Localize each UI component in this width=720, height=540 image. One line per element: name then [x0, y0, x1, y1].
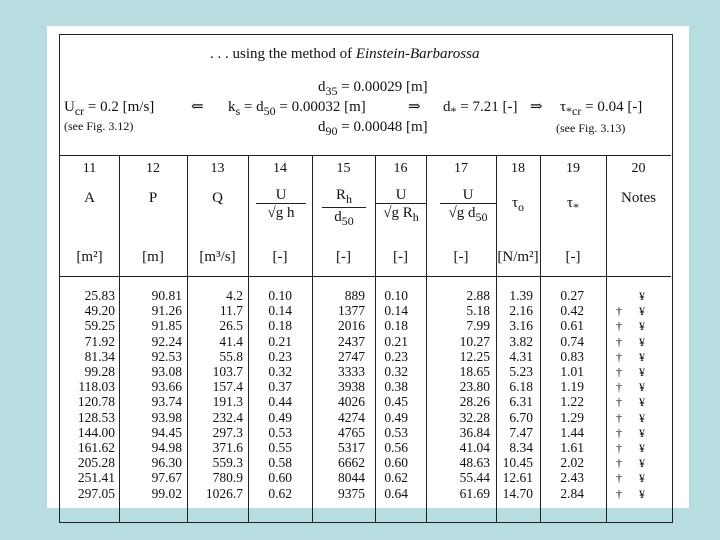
table-cell: 93.08	[151, 364, 182, 379]
col-name-notes: Notes	[621, 190, 656, 206]
unit-area: [m²]	[76, 249, 103, 265]
col-name-froude-d50: $\frac{U}{√g d_{50}}$	[440, 187, 496, 225]
table-cell: 26.5	[219, 318, 243, 334]
table-cell: 0.53	[384, 424, 408, 440]
table-row	[60, 335, 674, 349]
unit-tau-o: [N/m²]	[497, 249, 539, 265]
title-method: Einstein-Barbarossa	[355, 46, 480, 62]
table-row	[60, 380, 674, 394]
table-cell: 0.49	[384, 409, 408, 425]
table-cell: 23.80	[459, 379, 490, 395]
col-name-froude-rh: $\frac{U}{√g R_h}$	[376, 187, 426, 225]
table-row	[60, 487, 674, 501]
header-rule	[60, 155, 671, 156]
col-number-11: 11	[82, 161, 97, 176]
table-cell: 0.10	[268, 288, 292, 303]
table-row	[60, 395, 674, 409]
table-cell: 0.49	[268, 409, 292, 425]
table-cell: 144.00	[77, 424, 115, 440]
table-cell: 0.58	[268, 455, 292, 471]
table-cell: 59.25	[84, 318, 115, 334]
table-cell: 97.67	[151, 470, 182, 486]
ucr-line: $U_{cr} = 0.2$ [m/s]	[64, 99, 155, 118]
table-row	[60, 471, 674, 485]
table-row	[60, 456, 674, 470]
table-cell: 93.66	[151, 379, 182, 395]
table-cell: 61.69	[459, 485, 490, 501]
table-cell: 118.03	[78, 379, 115, 395]
table-cell: 0.21	[268, 333, 292, 349]
note-symbol: ¥	[639, 349, 645, 364]
note-mark: †	[616, 365, 622, 379]
table-cell: 1377	[338, 303, 365, 319]
table-cell: 41.04	[459, 440, 490, 455]
table-cell: 3.82	[509, 333, 533, 349]
table-cell: 36.84	[459, 424, 490, 440]
col-number-17: 17	[454, 161, 468, 176]
col-name-area: A	[84, 190, 95, 206]
table-cell: 94.98	[151, 440, 182, 455]
table-cell: 12.25	[459, 348, 490, 364]
table-cell: 120.78	[77, 394, 115, 410]
note-symbol: ¥	[639, 425, 645, 440]
table-row	[60, 304, 674, 318]
table-cell: 889	[344, 288, 365, 303]
table-cell: 1026.7	[205, 485, 243, 501]
unit-discharge: [m³/s]	[199, 249, 236, 265]
table-cell: 3.16	[509, 318, 533, 334]
table-cell: 4.2	[226, 288, 243, 303]
table-cell: 81.34	[84, 348, 115, 364]
table-cell: 32.28	[459, 409, 490, 425]
table-cell: 2016	[338, 318, 365, 334]
table-cell: 2.84	[560, 485, 584, 501]
note-symbol: ¥	[639, 410, 645, 425]
table-cell: 4274	[338, 409, 365, 425]
col-number-16: 16	[393, 161, 408, 176]
table-cell: 2437	[338, 333, 365, 349]
table-row	[60, 365, 674, 379]
table-cell: 6662	[338, 455, 365, 471]
table-cell: 2.88	[466, 288, 490, 303]
note-mark: †	[616, 471, 622, 486]
table-cell: 2.43	[560, 470, 584, 486]
table-cell: 1.29	[560, 409, 584, 425]
col-name-froude-h: $\frac{U}{\text{√g h}}$	[256, 187, 306, 221]
table-cell: 161.62	[77, 440, 115, 455]
note-symbol: ¥	[639, 319, 645, 334]
table-cell: 128.53	[77, 409, 115, 425]
table-cell: 103.7	[212, 364, 243, 379]
table-cell: 7.47	[509, 424, 533, 440]
table-cell: 0.32	[384, 364, 408, 379]
table-cell: 2.02	[560, 455, 584, 471]
unit-rh-d50: [-]	[336, 249, 351, 265]
table-cell: 96.30	[151, 455, 182, 471]
table-cell: 297.05	[77, 485, 115, 501]
table-cell: 48.63	[459, 455, 490, 471]
col-number-15: 15	[336, 161, 351, 176]
table-row	[60, 426, 674, 440]
document-page	[47, 26, 689, 508]
table-cell: 2747	[338, 348, 365, 364]
unit-froude-rh: [-]	[393, 249, 408, 265]
table-cell: 157.4	[212, 379, 243, 395]
table-cell: 11.7	[219, 303, 243, 319]
table-cell: 1.01	[560, 364, 584, 379]
col-number-18: 18	[511, 161, 525, 176]
table-cell: 28.26	[459, 394, 490, 410]
table-cell: 0.74	[560, 333, 584, 349]
note-symbol: ¥	[639, 471, 645, 486]
table-cell: 0.32	[268, 364, 292, 379]
table-cell: 0.56	[384, 440, 408, 455]
table-cell: 3938	[338, 379, 365, 395]
unit-froude-h: [-]	[272, 249, 288, 265]
table-cell: 91.85	[151, 318, 182, 334]
table-cell: 191.3	[212, 394, 243, 410]
table-cell: 90.81	[151, 288, 182, 303]
col-name-perimeter: P	[148, 190, 158, 206]
note-mark: †	[616, 334, 622, 349]
table-cell: 99.28	[84, 364, 115, 379]
table-cell: 0.60	[384, 455, 408, 471]
table-cell: 0.23	[268, 348, 292, 364]
table-cell: 0.45	[384, 394, 408, 410]
note-symbol: ¥	[639, 380, 645, 395]
table-cell: 1.61	[560, 440, 584, 455]
table-cell: 0.53	[268, 424, 292, 440]
table-cell: 55.8	[219, 348, 243, 364]
col-number-20: 20	[631, 161, 646, 176]
table-cell: 10.27	[459, 333, 490, 349]
left-arrow-icon: ⇐	[191, 99, 204, 115]
table-cell: 71.92	[84, 333, 115, 349]
note-mark: †	[616, 349, 622, 364]
fig-ref-left: (see Fig. 3.12)	[64, 119, 134, 133]
table-cell: 0.18	[384, 318, 408, 334]
table-cell: 25.83	[84, 288, 115, 303]
col-name-tau-star: $\tau_*$	[566, 195, 580, 214]
table-cell: 205.28	[77, 455, 115, 471]
table-cell: 0.10	[384, 288, 408, 303]
table-cell: 9375	[338, 485, 365, 501]
note-mark: †	[616, 425, 622, 440]
unit-froude-d50: [-]	[453, 249, 469, 265]
note-mark: †	[616, 304, 622, 319]
table-cell: 0.23	[384, 348, 408, 364]
table-cell: 1.44	[560, 424, 584, 440]
table-cell: 12.61	[502, 470, 533, 486]
note-symbol: ¥	[639, 486, 645, 501]
table-cell: 5.18	[466, 303, 490, 319]
table-cell: 6.31	[509, 394, 533, 410]
d90-line: $d_{90} = 0.00048$ [m]	[318, 119, 428, 138]
table-cell: 251.41	[77, 470, 115, 486]
table-cell: 371.6	[212, 440, 243, 455]
note-mark: †	[616, 410, 622, 425]
table-cell: 0.21	[384, 333, 408, 349]
col-name-tau-o: $\tau_o$	[511, 195, 525, 214]
note-mark: †	[616, 486, 622, 501]
table-cell: 91.26	[151, 303, 182, 319]
table-cell: 0.38	[384, 379, 408, 395]
table-cell: 18.65	[459, 364, 490, 379]
table-cell: 8.34	[509, 440, 533, 455]
note-mark: †	[616, 456, 622, 471]
note-symbol: ¥	[639, 441, 645, 455]
title-prefix: . . . using the method of	[210, 46, 356, 62]
table-cell: 49.20	[84, 303, 115, 319]
fig-ref-right: (see Fig. 3.13)	[556, 121, 626, 135]
table-cell: 93.98	[151, 409, 182, 425]
note-mark: †	[616, 380, 622, 395]
d35-line: $d_{35} = 0.00029$ [m]	[318, 79, 428, 98]
table-cell: 14.70	[502, 485, 533, 501]
table-cell: 780.9	[212, 470, 243, 486]
table-cell: 0.62	[268, 485, 292, 501]
table-cell: 41.4	[219, 333, 243, 349]
unit-tau-star: [-]	[565, 249, 581, 265]
table-cell: 92.24	[151, 333, 182, 349]
table-cell: 0.14	[384, 303, 408, 319]
table-cell: 3333	[338, 364, 365, 379]
table-cell: 94.45	[151, 424, 182, 440]
col-number-19: 19	[566, 161, 580, 176]
table-row	[60, 319, 674, 333]
table-cell: 0.62	[384, 470, 408, 486]
col-name-rh-d50: $\frac{R_h}{d_{50}}$	[322, 187, 366, 229]
table-cell: 0.55	[268, 440, 292, 455]
table-cell: 297.3	[212, 424, 243, 440]
table-cell: 0.83	[560, 348, 584, 364]
col-number-13: 13	[210, 161, 225, 176]
right-arrow-icon-2: ⇒	[530, 99, 543, 115]
table-row	[60, 441, 674, 455]
table-cell: 0.42	[560, 303, 584, 319]
note-symbol: ¥	[639, 334, 645, 349]
table-cell: 5317	[338, 440, 365, 455]
note-symbol: ¥	[639, 304, 645, 319]
table-row	[60, 350, 674, 364]
tau-cr-line: $\tau_{*cr} = 0.04$ [-]	[560, 99, 643, 118]
table-cell: 0.37	[268, 379, 292, 395]
table-cell: 0.44	[268, 394, 292, 410]
note-mark: †	[616, 319, 622, 334]
col-name-discharge: Q	[212, 190, 223, 206]
table-cell: 1.39	[509, 288, 533, 303]
note-symbol: ¥	[639, 395, 645, 410]
note-mark: †	[616, 441, 622, 455]
col-number-12: 12	[146, 161, 160, 176]
table-cell: 6.70	[509, 409, 533, 425]
unit-perimeter: [m]	[142, 249, 164, 265]
table-cell: 0.64	[384, 485, 408, 501]
table-cell: 93.74	[151, 394, 182, 410]
table-cell: 7.99	[466, 318, 490, 334]
note-symbol: ¥	[639, 365, 645, 379]
table-cell: 6.18	[509, 379, 533, 395]
table-cell: 99.02	[151, 485, 182, 501]
table-cell: 1.22	[560, 394, 584, 410]
col-number-14: 14	[273, 161, 287, 176]
table-cell: 0.18	[268, 318, 292, 334]
table-cell: 4765	[338, 424, 365, 440]
note-symbol: ¥	[639, 456, 645, 471]
table-cell: 2.16	[509, 303, 533, 319]
ks-d50-line: $k_s = d_{50} = 0.00032$ [m]	[228, 99, 366, 118]
table-cell: 92.53	[151, 348, 182, 364]
right-arrow-icon: ⇒	[408, 99, 421, 115]
data-rule	[60, 276, 671, 277]
table-cell: 5.23	[509, 364, 533, 379]
table-cell: 55.44	[459, 470, 490, 486]
note-symbol: ¥	[639, 289, 645, 303]
table-cell: 1.19	[560, 379, 584, 395]
table-cell: 4026	[338, 394, 365, 410]
table-cell: 8044	[338, 470, 365, 486]
table-row	[60, 289, 674, 303]
note-mark: †	[616, 395, 622, 410]
dstar-line: $d_* = 7.21$ [-]	[443, 99, 518, 118]
table-row	[60, 411, 674, 425]
table-frame	[59, 34, 673, 523]
table-cell: 4.31	[509, 348, 533, 364]
table-cell: 0.61	[560, 318, 584, 334]
table-cell: 10.45	[502, 455, 533, 471]
table-cell: 232.4	[212, 409, 243, 425]
table-cell: 0.14	[268, 303, 292, 319]
table-cell: 0.27	[560, 288, 584, 303]
table-title	[210, 46, 479, 63]
table-cell: 0.60	[268, 470, 292, 486]
table-cell: 559.3	[212, 455, 243, 471]
